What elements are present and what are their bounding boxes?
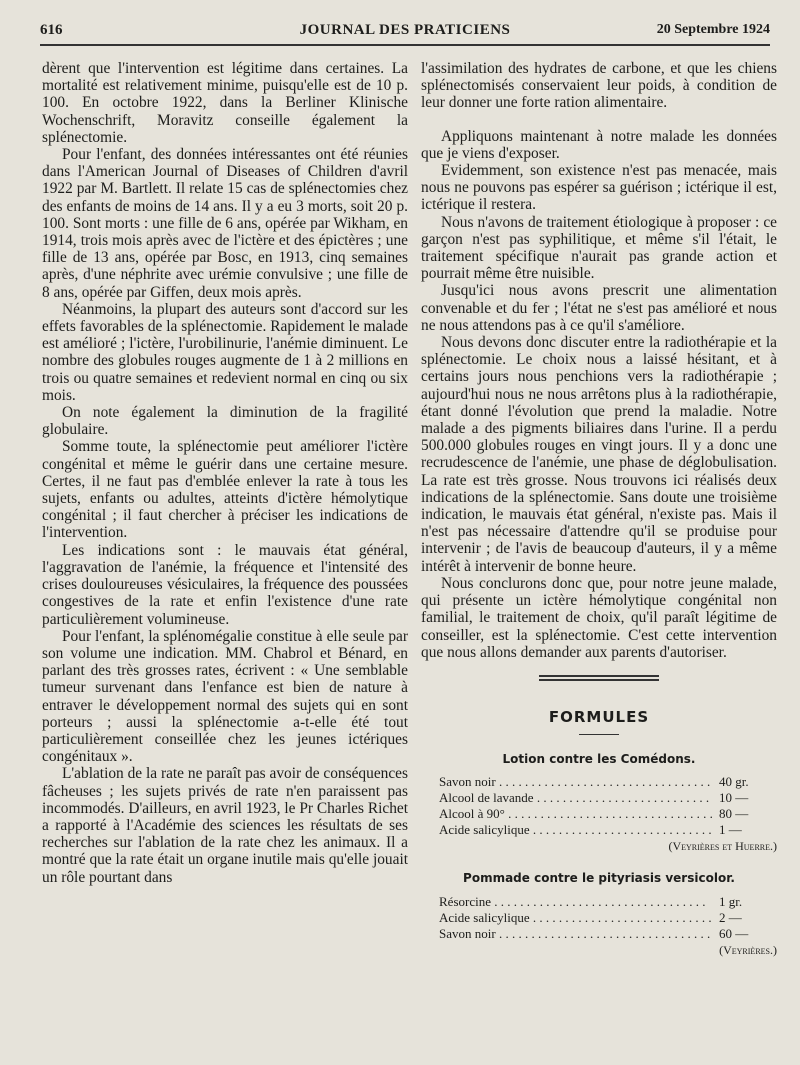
formula-row: Acide salicylique . . . 2 — xyxy=(421,910,777,926)
formula-source: (Veyrières et Huerre.) xyxy=(668,839,777,854)
paragraph: Néanmoins, la plupart des auteurs sont d'accord sur les effets favorables de la splénectomie. Rapidement le malade est amélioré ; l'ictère, l'urobilinurie, l'anémie diminuent. Le nombre des globules rouges augmente de 1 à 2 millions en trois ou quatre semaines et redevient normal en cinq ou six mois. xyxy=(42,300,408,404)
formules-rule xyxy=(579,734,619,735)
paragraph: Pour l'enfant, des données intéressantes ont été réunies dans l'American Journal of Diseases of Children d'avril 1922 par M. Bartlett. Il relate 15 cas de splénectomies chez des enfants de moins de 14 ans. Il y a eu 3 morts, soit 20 p. 100. Sont morts : une fille de 6 ans, opérée par Wikham, en 1914, trois mois après avec de l'ictère et des épictères ; une fille de 13 ans, opérée par Bosc, en 1913, cinq semaines après, d'une néphrite avec urémie convulsive ; une fille de 8 ans, opérée par Giffen, deux mois après. xyxy=(42,146,408,301)
formula-title: Pommade contre le pityriasis versicolor. xyxy=(463,871,735,886)
paragraph: Somme toute, la splénectomie peut améliorer l'ictère congénital et même le guérir dans une certaine mesure. Certes, il ne faut pas d'emblée enlever la rate à tous les sujets, enfants ou adultes, atteints d'ictère hémolytique congénital ; il faut chercher à préciser les indications de l'intervention. xyxy=(42,438,408,542)
paragraph: Nous conclurons donc que, pour notre jeune malade, qui présente un ictère hémolytique congénital non familial, le traitement de choix, qu'il paraît légitime de conseiller, est la splénectomie. C'est cette intervention que nous allons demander aux parents d'autoriser. xyxy=(421,574,777,661)
right-column xyxy=(421,60,777,958)
paragraph: Evidemment, son existence n'est pas menacée, mais nous ne pouvons pas espérer sa guérison ; ictérique il est, ictérique il restera. xyxy=(421,162,777,214)
formula-row: Alcool à 90° . . . 80 — xyxy=(421,806,777,822)
journal-title: JOURNAL DES PRATICIENS xyxy=(299,22,511,38)
formula-source: (Veyrières.) xyxy=(719,942,777,957)
header-rule xyxy=(40,44,770,46)
formules-heading: FORMULES xyxy=(548,707,650,726)
paragraph: l'assimilation des hydrates de carbone, et que les chiens splénectomisés conservaient leur poids, à condition de leur donner une forte ration alimentaire. xyxy=(421,60,777,112)
left-column xyxy=(42,60,408,886)
issue-date: 20 Septembre 1924 xyxy=(656,22,770,37)
formula-row: Résorcine . . . 1 gr. xyxy=(421,894,777,910)
paragraph: Pour l'enfant, la splénomégalie constitue à elle seule par son volume une indication. MM. Chabrol et Bénard, en parlant des très grosses rates, écrivent : « Une semblable tumeur survenant dans l'enfance est bien de nature à entraver le développement normal des sujets qui en sont porteurs ; aussi la splénectomie a-t-elle été tout particulièrement conseillée chez les jeunes ictériques congénitaux ». xyxy=(42,627,408,766)
paragraph: Nous devons donc discuter entre la radiothérapie et la splénectomie. Le choix nous a laissé hésitant, et à certains jours nous penchions vers la radiothérapie ; aujourd'hui nous ne nous arrêtons plus à la radiothérapie, étant donné l'évolution que prend la maladie. Notre malade a des pigments biliaires dans l'urine. Il a perdu 500.000 globules rouges en vingt jours. Il y a donc une recrudescence de l'anémie, une phase de déglobulisation. La rate est très grosse. Nous trouvons ici réalisés deux indications de la splénectomie. Sans doute une troisième indication, le mauvais état général, n'existe pas. Mais il n'est pas nécessaire d'attendre qu'il se produise pour intervenir ; de l'avis de beaucoup d'auteurs, il y a même intérêt à intervenir de bonne heure. xyxy=(421,334,777,575)
paragraph: dèrent que l'intervention est légitime dans certaines. La mortalité est relativement minime, puisqu'elle est de 10 p. 100. En octobre 1922, dans la Berliner Klinische Wochenschrift, Moravitz conseille également la splénectomie. xyxy=(42,60,408,146)
paragraph: Jusqu'ici nous avons prescrit une alimentation convenable et du fer ; l'état ne s'est pas amélioré et nous ne nous attendons pas à ce qu'il s'améliore. xyxy=(421,282,777,334)
paragraph: Nous n'avons de traitement étiologique à proposer : ce garçon n'est pas syphilitique, et même s'il l'était, le traitement spécifique n'aurait pas grande action et pourrait même être nuisible. xyxy=(421,213,777,283)
paragraph: Les indications sont : le mauvais état général, l'aggravation de l'anémie, la fréquence et l'intensité des crises douloureuses vésiculaires, la fréquence des poussées congestives de la rate et enfin l'existence d'une rate particulièrement volumineuse. xyxy=(42,541,408,628)
formula-title: Lotion contre les Comédons. xyxy=(502,752,696,767)
formula-row: Alcool de lavande . . . 10 — xyxy=(421,790,777,806)
formula-row: Savon noir . . . 60 — xyxy=(421,926,777,942)
formula-row: Acide salicylique . . . 1 — xyxy=(421,822,777,838)
paragraph: Appliquons maintenant à notre malade les données que je viens d'exposer. xyxy=(421,127,777,162)
page-header xyxy=(40,22,770,42)
formula-row: Savon noir . . . 40 gr. xyxy=(421,774,777,790)
page-number: 616 xyxy=(40,22,63,38)
section-divider xyxy=(539,675,659,681)
paragraph: L'ablation de la rate ne paraît pas avoir de conséquences fâcheuses ; les sujets privés de rate n'en paraissent pas incommodés. D'ailleurs, en avril 1923, le Pr Charles Richet a rapporté à l'Académie des sciences les résultats de ses recherches sur l'ablation de la rate chez les animaux. Il a montré que la rate était un organe inutile mais qu'elle jouait un rôle pourtant dans xyxy=(42,765,408,886)
paragraph: On note également la diminution de la fragilité globulaire. xyxy=(42,404,408,439)
